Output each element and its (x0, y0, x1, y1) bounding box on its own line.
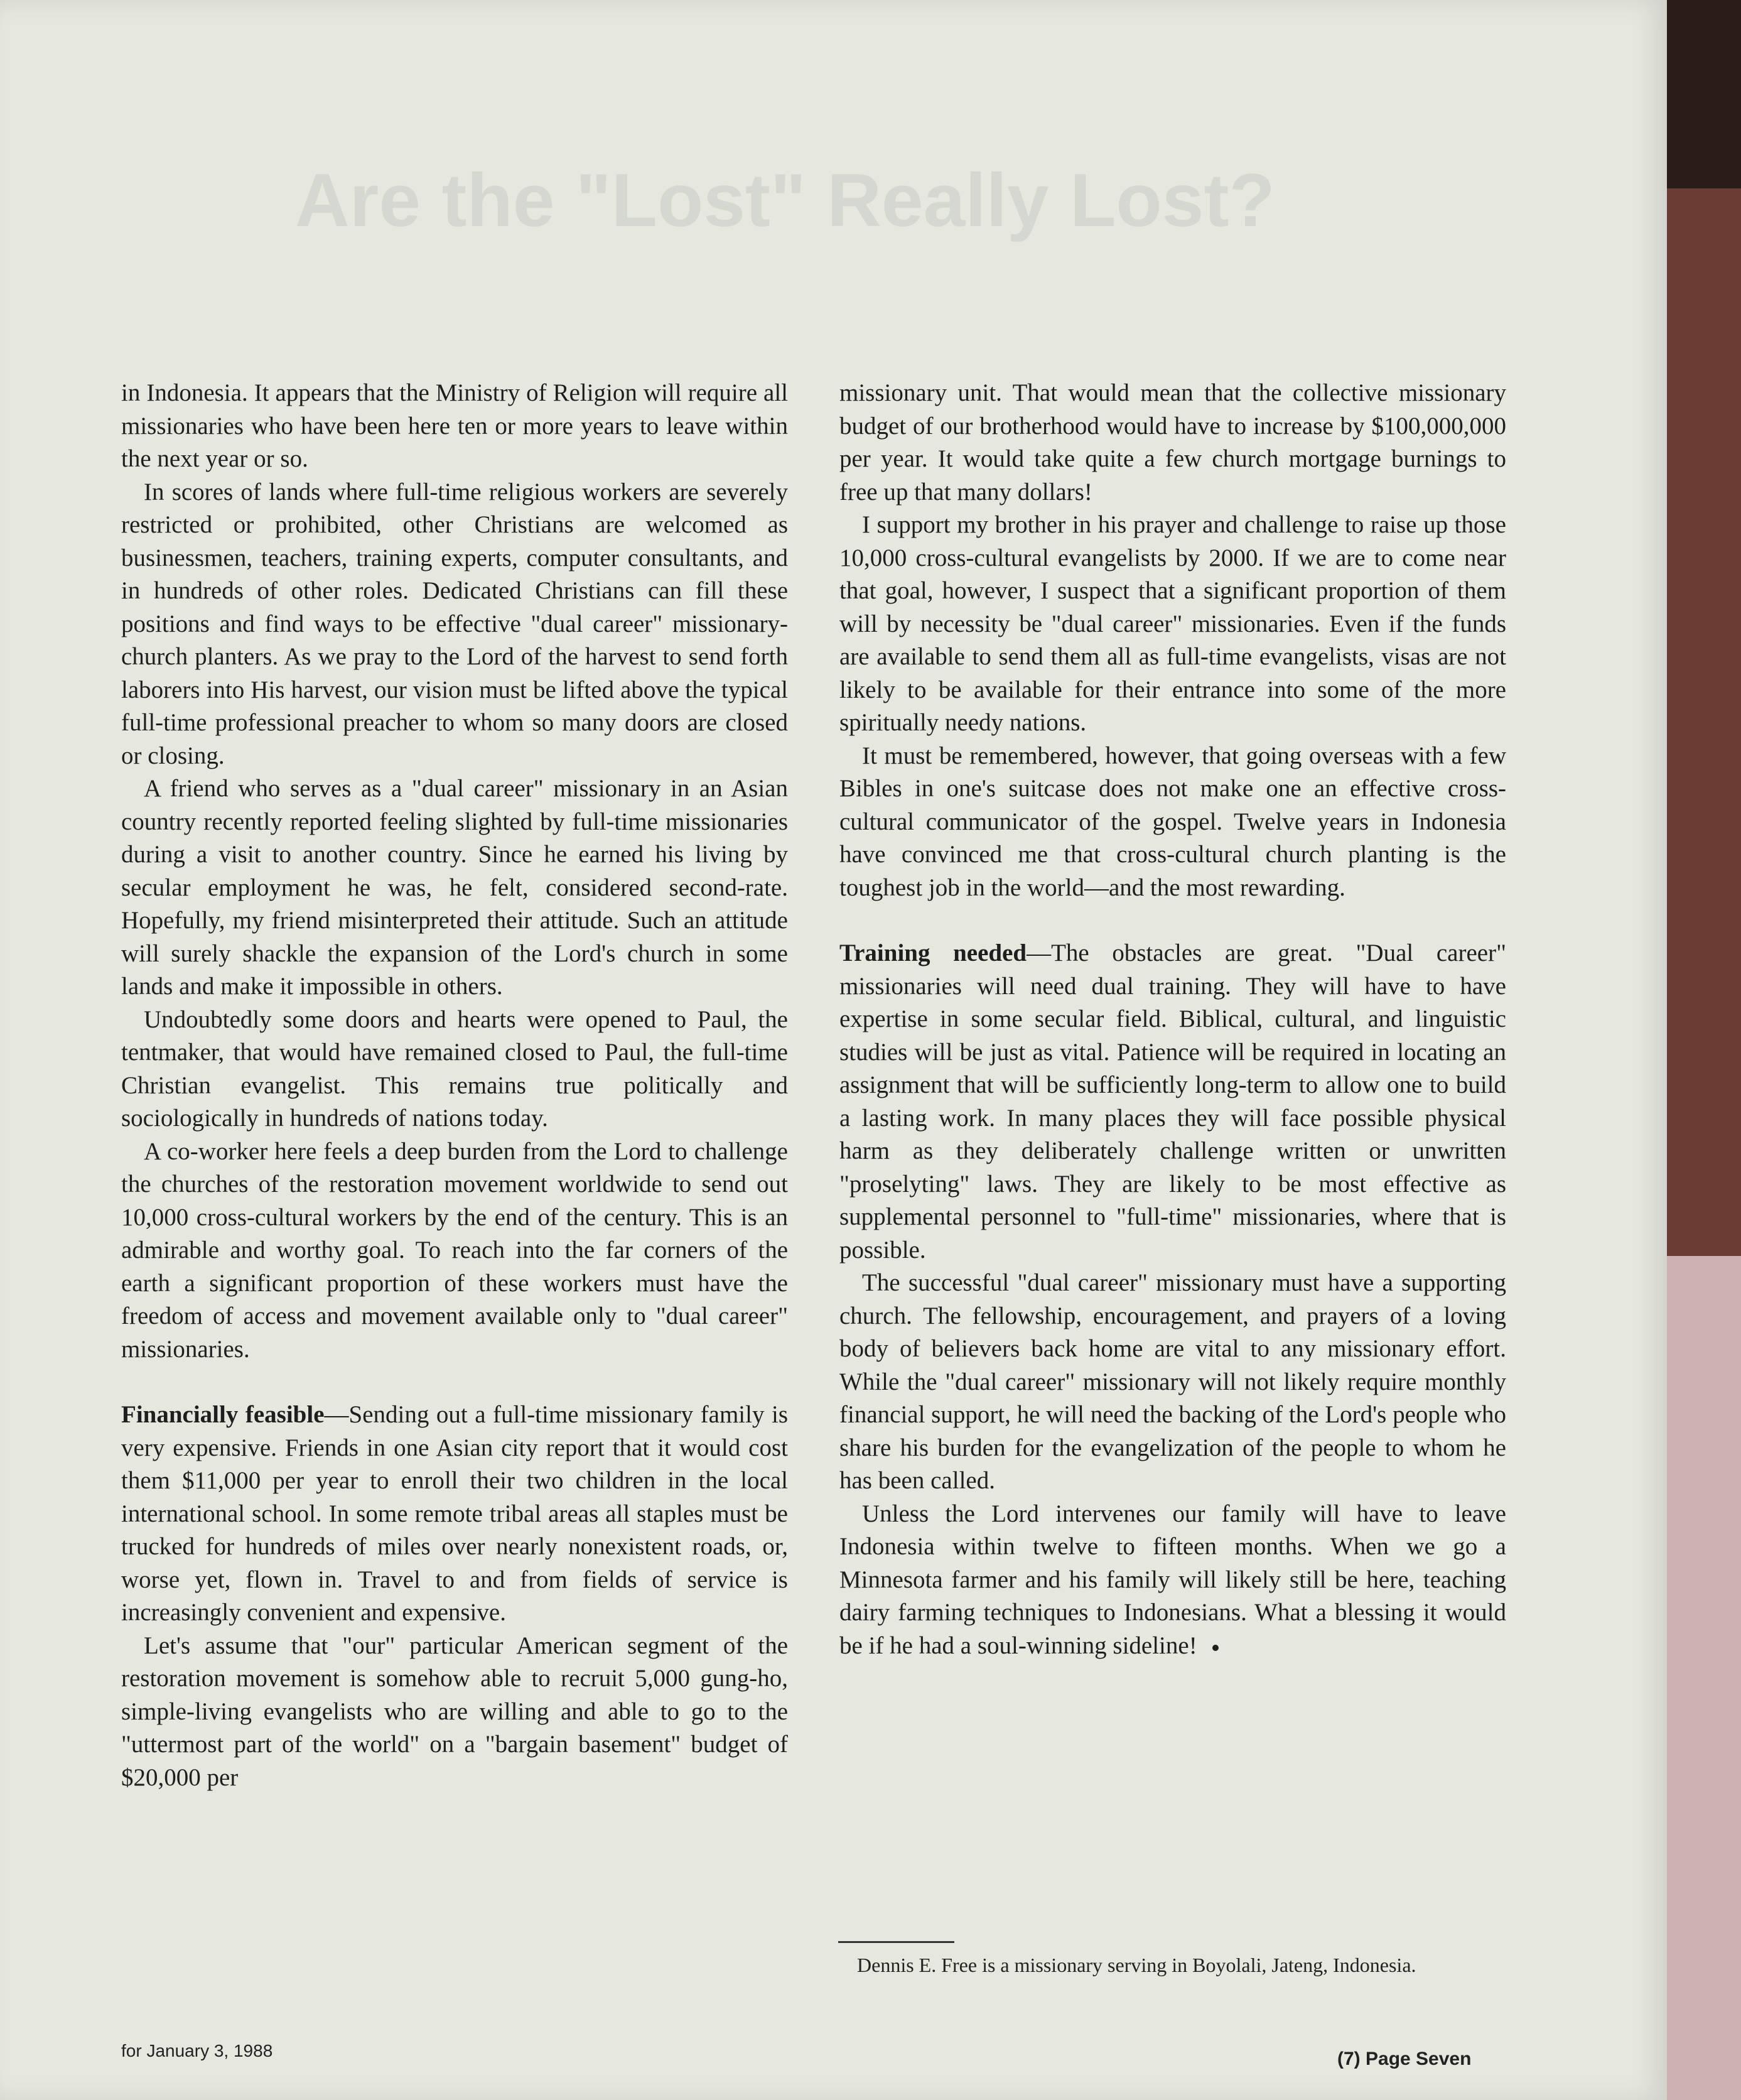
paragraph: missionary unit. That would mean that the collective missionary budget of our brotherhood would have to increase by $100,000,000 per year. It would take quite a few church mortgage burnings to free up that many dollars! (839, 379, 1506, 506)
showthrough-title: Are the "Lost" Really Lost? (295, 158, 1275, 242)
author-bio: Dennis E. Free is a missionary serving in Boyolali, Jateng, Indonesia. (857, 1954, 1416, 1976)
paragraph: Undoubtedly some doors and hearts were opened to Paul, the tentmaker, that would have remained closed to Paul, the full-time Christian evangelist. This remains true politically and sociologically in hundreds of nations today. (121, 1005, 788, 1132)
end-mark-icon (1212, 1645, 1219, 1651)
paragraph: in Indonesia. It appears that the Ministry of Religion will require all missionaries who have been here ten or more years to leave within the next year or so. (121, 379, 788, 472)
section-text: —The obstacles are great. "Dual career" missionaries will need dual training. They will have to have expertise in some secular field. Biblical, cultural, and linguistic studies will be just as vital. Patience will be required in locating an assignment that will be sufficiently long-term to allow one to build a lasting work. In many places they will face possible physical harm as they deliberately challenge written or unwritten "proselyting" laws. They are likely to be most effective as supplemental personnel to "full-time" missionaries, where that is possible. (839, 939, 1506, 1264)
paragraph: A friend who serves as a "dual career" missionary in an Asian country recently reported feeling slighted by full-time missionaries during a visit to another country. Since he earned his living by secular employment he was, he felt, considered second-rate. Hopefully, my friend misinterpreted their attitude. Such an attitude will surely shackle the expansion of the Lord's church in some lands and make it impossible in others. (121, 775, 788, 1000)
background-edge (1667, 188, 1741, 1256)
paragraph: It must be remembered, however, that going overseas with a few Bibles in one's suitcase does not make one an effective cross-cultural communicator of the gospel. Twelve years in Indonesia have convinced me that cross-cultural church planting is the toughest job in the world—and the most rewarding. (839, 742, 1506, 901)
background-sleeve (1667, 1256, 1741, 2100)
left-column (121, 377, 788, 1794)
paragraph (839, 1498, 1506, 1663)
paragraph: Let's assume that "our" particular American segment of the restoration movement is somehow able to recruit 5,000 gung-ho, simple-living evangelists who are willing and able to go to the "uttermost part of the world" on a "bargain basement" budget of $20,000 per (121, 1632, 788, 1791)
section-heading: Financially feasible (121, 1401, 325, 1428)
section-heading: Training needed (839, 939, 1027, 966)
section-paragraph (121, 1399, 788, 1630)
paragraph: The successful "dual career" missionary must have a supporting church. The fellowship, encouragement, and prayers of a loving body of believers back home are vital to any missionary effort. While the "dual career" missionary will not likely require monthly financial support, he will need the backing of the Lord's people who share his burden for the evangelization of the people to whom he has been called. (839, 1269, 1506, 1494)
section-text: —Sending out a full-time missionary family is very expensive. Friends in one Asian city report that it would cost them $11,000 per year to enroll their two children in the local international school. In some remote tribal areas all staples must be trucked for hundreds of miles over nearly nonexistent roads, or, worse yet, flown in. Travel to and from fields of service is increasingly convenient and expensive. (121, 1401, 789, 1626)
footnote-rule (838, 1941, 954, 1943)
paragraph: A co-worker here feels a deep burden from the Lord to challenge the churches of the restoration movement worldwide to send out 10,000 cross-cultural workers by the end of the century. This is an admirable and worthy goal. To reach into the far corners of the earth a significant proportion of these workers must have the freedom of access and movement available only to "dual career" missionaries. (121, 1137, 788, 1363)
paragraph: In scores of lands where full-time religious workers are severely restricted or prohibited, other Christians are welcomed as businessmen, teachers, training experts, computer consultants, and in hundreds of other roles. Dedicated Christians can fill these positions and find ways to be effective "dual career" missionary-church planters. As we pray to the Lord of the harvest to send forth laborers into His harvest, our vision must be lifted above the typical full-time professional preacher to whom so many doors are closed or closing. (121, 478, 788, 769)
page-number: (7) Page Seven (1337, 2049, 1472, 2069)
paragraph: I support my brother in his prayer and challenge to raise up those 10,000 cross-cultural evangelists by 2000. If we are to come near that goal, however, I suspect that a significant proportion of them will by necessity be "dual career" missionaries. Even if the funds are available to send them all as full-time evangelists, visas are not likely to be available for their entrance into some of the more spiritually needy nations. (839, 511, 1506, 736)
right-column (839, 377, 1506, 1662)
section-paragraph (839, 937, 1506, 1267)
paragraph-text: Unless the Lord intervenes our family will have to leave Indonesia within twelve to fifteen months. When we go a Minnesota farmer and his family will likely still be here, teaching dairy farming techniques to Indonesians. What a blessing it would be if he had a soul-winning sideline! (839, 1500, 1506, 1659)
issue-date: for January 3, 1988 (121, 2041, 273, 2060)
